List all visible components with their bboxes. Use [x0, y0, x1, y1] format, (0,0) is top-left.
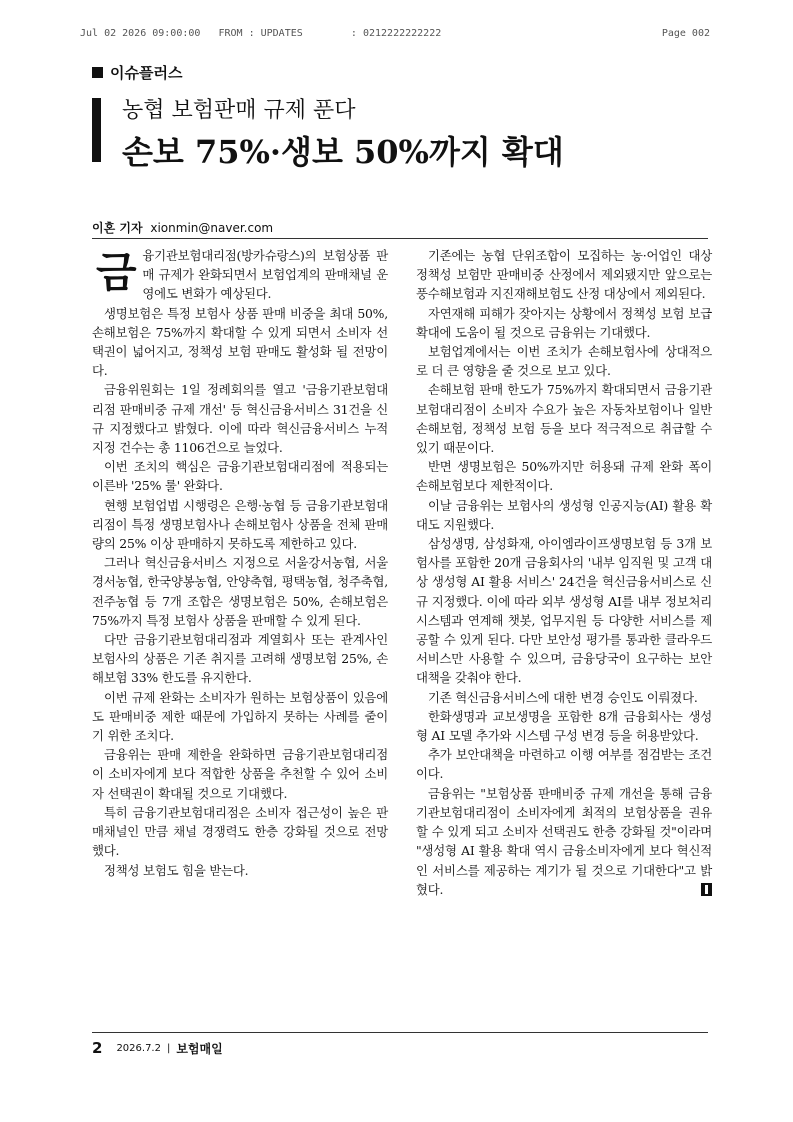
publication-name: 보험매일: [176, 1041, 223, 1056]
page-footer: [92, 1037, 223, 1059]
byline: [92, 219, 273, 236]
article-paragraph: [416, 745, 712, 783]
article-paragraph: 이번 규제 완화는 소비자가 원하는 보험상품이 있음에도 판매비중 제한 때문에 가입하지 못하는 사례를 줄이기 위한 조치다.: [92, 689, 388, 744]
article-paragraph-text: 손해보험 판매 한도가 75%까지 확대되면서 금융기관보험대리점이 소비자 수요가 높은 자동차보험이나 일반손해보험, 정책성 보험 등을 보다 적극적으로 취급할 수 있기 때문이다.: [416, 382, 712, 456]
article-column-right: [416, 246, 712, 899]
article-paragraph: 생명보험은 특정 보험사 상품 판매 비중을 최대 50%, 손해보험은 75%까지 확대할 수 있게 되면서 소비자 선택권이 넓어지고, 정책성 보험 판매도 활성화 될 전망이다.: [92, 305, 388, 379]
article-paragraph: [416, 707, 712, 745]
article-paragraph-text: 금융위는 "보험상품 판매비중 규제 개선을 통해 금융기관보험대리점이 소비자에게 최적의 보험상품을 권유할 수 있게 되고 소비자 선택권도 한층 강화될 것"이라며 "생성형 AI 활용 확대 역시 금융소비자에게 보다 혁신적인 서비스를 제공하는 계기가 될 것으로 기대한다"고 밝혔다.: [416, 785, 712, 897]
article-paragraph: 특히 금융기관보험대리점은 소비자 접근성이 높은 판매채널인 만큼 채널 경쟁력도 한층 강화될 것으로 전망했다.: [92, 804, 388, 859]
article-paragraph-text: 기존에는 농협 단위조합이 모집하는 농·어업인 대상 정책성 보험만 판매비중 산정에서 제외됐지만 앞으로는 풍수해보험과 지진재해보험도 산정 대상에서 제외된다.: [416, 248, 712, 302]
issue-date: 2026.7.2: [116, 1042, 161, 1054]
fax-header-right: Page 002: [661, 28, 710, 39]
article-paragraph: [416, 304, 712, 342]
fax-header-left: Jul 02 2026 09:00:00 FROM : UPDATES : 0212222222222: [80, 28, 442, 39]
article-end-mark-icon: [701, 883, 712, 896]
section-tag: [92, 62, 182, 82]
article-paragraph: [416, 380, 712, 457]
article-paragraph-text: 반면 생명보험은 50%까지만 허용돼 규제 완화 폭이 손해보험보다 제한적이다.: [416, 459, 712, 494]
section-tag-label: 이슈플러스: [110, 63, 183, 82]
article-paragraph-text: 이날 금융위는 보험사의 생성형 인공지능(AI) 활용 확대도 지원했다.: [416, 497, 712, 532]
square-bullet-icon: [92, 67, 103, 78]
article-paragraph: 이번 조치의 핵심은 금융기관보험대리점에 적용되는 이른바 '25% 룰' 완화다.: [92, 459, 388, 494]
article-paragraph: 정책성 보험도 힘을 받는다.: [104, 862, 249, 878]
fax-header: [80, 28, 710, 40]
article-paragraph: [416, 496, 712, 534]
article-paragraph-text: 기존 혁신금융서비스에 대한 변경 승인도 이뤄졌다.: [428, 689, 698, 705]
article-paragraph-text: 한화생명과 교보생명을 포함한 8개 금융회사는 생성형 AI 모델 추가와 시스템 구성 변경 등을 허용받았다.: [416, 708, 712, 744]
headline-bar-decoration: [92, 98, 101, 162]
headline-sub: 농협 보험판매 규제 푼다: [122, 98, 356, 123]
article-paragraph: 현행 보험업법 시행령은 은행·농협 등 금융기관보험대리점이 특정 생명보험사나 손해보험사 상품을 전체 판매량의 25% 이상 판매하지 못하도록 제한하고 있다.: [92, 497, 388, 552]
article-paragraph: [92, 246, 388, 304]
drop-cap: 금: [96, 248, 137, 297]
footer-rule: [92, 1032, 708, 1033]
article-paragraph: [416, 342, 712, 380]
byline-author: 이혼 기자: [92, 221, 143, 235]
article-paragraph-text: 삼성생명, 삼성화재, 아이엠라이프생명보험 등 3개 보험사를 포함한 20개 금융회사의 '내부 임직원 및 고객 대상 생성형 AI 활용 서비스' 24건을 혁신금융서비스로 신규 지정했다. 이에 따라 외부 생성형 AI를 내부 정보처리시스템과 연계해 챗봇, 업무지원 등 다양한 서비스를 제공할 수 있게 된다. 다만 보안성 평가를 통과한 클라우드서비스만 사용할 수 있으며, 금융당국이 요구하는 보안대책을 갖춰야 한다.: [416, 536, 712, 686]
byline-email: xionmin@naver.com: [150, 221, 274, 235]
article-paragraph: [416, 784, 712, 899]
article-paragraph: 그러나 혁신금융서비스 지정으로 서울강서농협, 서울경서농협, 한국양봉농협, 안양축협, 평택농협, 청주축협, 전주농협 등 7개 조합은 생명보험은 50%, 손해보험은 75%까지 특정 보험사 상품을 판매할 수 있게 된다.: [92, 555, 388, 628]
article-paragraph-text: 자연재해 피해가 잦아지는 상황에서 정책성 보험 보급 확대에 도움이 될 것으로 금융위는 기대했다.: [416, 305, 712, 340]
article-paragraph-text: 융기관보험대리점(방카슈랑스)의 보험상품 판매 규제가 완화되면서 보험업계의 판매채널 운영에도 변화가 예상된다.: [142, 248, 388, 302]
article-paragraph: [416, 534, 712, 688]
article-paragraph-text: 보험업계에서는 이번 조치가 손해보험사에 상대적으로 더 큰 영향을 줄 것으로 보고 있다.: [416, 344, 712, 379]
article-paragraph-text: 추가 보안대책을 마련하고 이행 여부를 점검받는 조건이다.: [416, 747, 712, 782]
article-paragraph: [416, 246, 712, 304]
article-column-left: [92, 246, 388, 880]
article-paragraph: 금융위원회는 1일 정례회의를 열고 '금융기관보험대리점 판매비중 규제 개선' 등 혁신금융서비스 31건을 신규 지정했다고 밝혔다. 이에 따라 혁신금융서비스 누적 지정 건수는 총 1106건으로 늘었다.: [92, 382, 388, 456]
article-paragraph: 금융위는 판매 제한을 완화하면 금융기관보험대리점이 소비자에게 보다 적합한 상품을 추천할 수 있어 소비자 선택권이 확대될 것으로 기대했다.: [92, 747, 388, 801]
article-paragraph: 다만 금융기관보험대리점과 계열회사 또는 관계사인 보험사의 상품은 기존 취지를 고려해 생명보험 25%, 손해보험 33% 한도를 유지한다.: [92, 632, 388, 686]
article-paragraph: [416, 457, 712, 495]
header-rule: [92, 238, 708, 239]
article-paragraph: [416, 688, 712, 707]
page-number: 2: [92, 1039, 103, 1057]
headline-main: 손보 75%·생보 50%까지 확대: [122, 133, 564, 171]
footer-separator: |: [166, 1042, 171, 1054]
